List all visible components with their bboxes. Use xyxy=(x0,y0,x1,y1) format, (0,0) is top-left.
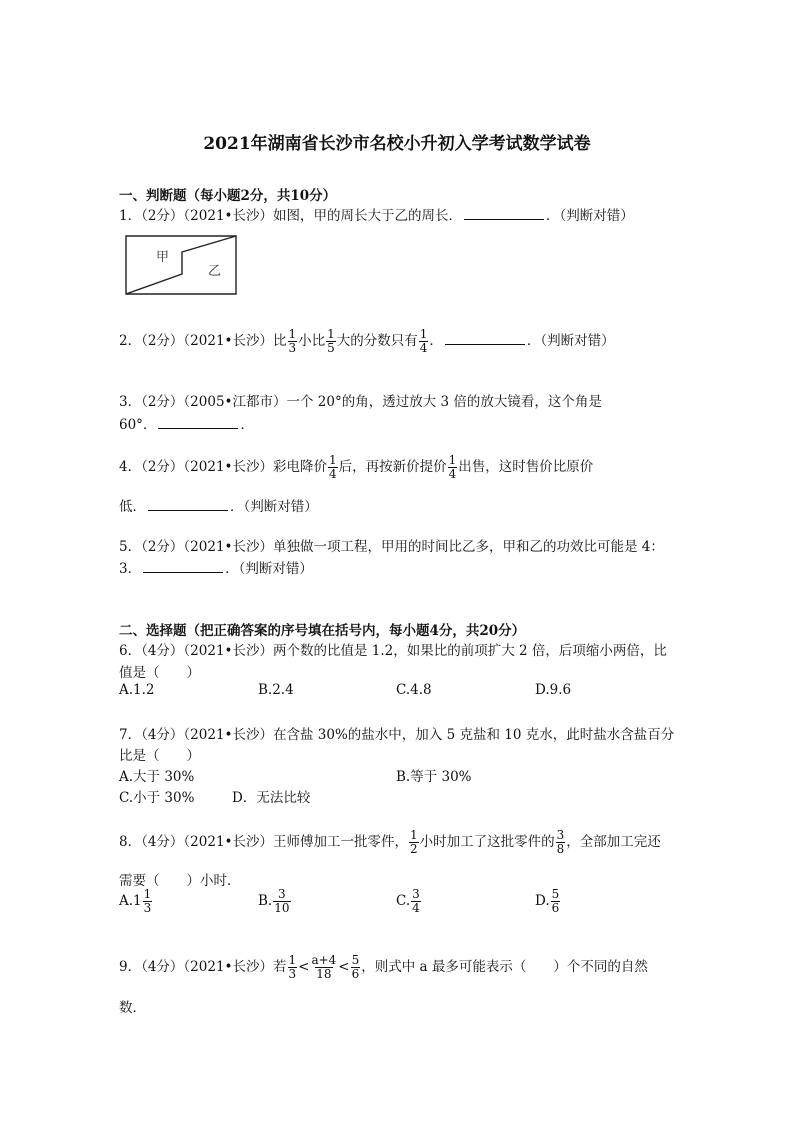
q7-option-a[interactable]: A.大于 30% xyxy=(119,769,195,785)
q8-fraction-2: $\frac{3}{8}$ xyxy=(556,828,565,856)
q8-option-a[interactable] xyxy=(119,888,153,915)
q8-text-1: 8．（4分）（2021•长沙）王师傅加工一批零件， xyxy=(119,834,408,850)
q8-option-b-fraction: $\frac{3}{10}$ xyxy=(274,887,290,915)
q3-tail: ． xyxy=(240,417,254,433)
q9-fraction-1: $\frac{1}{3}$ xyxy=(288,953,297,981)
q2-fraction-3: $\frac{1}{4}$ xyxy=(419,327,428,355)
q8-fraction-1: $\frac{1}{2}$ xyxy=(410,828,418,856)
q7-line-1: 7．（4分）（2021•长沙）在含盐 30%的盐水中，加入 5 克盐和 10 克水，此时盐水含盐百分 xyxy=(119,727,675,743)
q8-line-2: 需要（ ）小时． xyxy=(119,873,241,889)
q5-text-3: 3． xyxy=(119,561,142,577)
q4-answer-blank[interactable] xyxy=(148,498,228,511)
q3-line-2 xyxy=(119,413,254,433)
q2-text-1: 2．（2分）（2021•长沙）比 xyxy=(119,333,287,349)
q6-line-1: 6．（4分）（2021•长沙）两个数的比值是 1.2，如果比的前项扩大 2 倍，后项缩小两倍，比 xyxy=(119,643,667,659)
q9-less-than-2: < xyxy=(338,959,350,975)
q8-option-c-fraction: $\frac{3}{4}$ xyxy=(412,887,420,915)
q5-answer-blank[interactable] xyxy=(143,560,223,573)
q5-line-1: 5．（2分）（2021•长沙）单独做一项工程，甲用的时间比乙多，甲和乙的功效比可能是 4： xyxy=(119,539,664,555)
q8-option-a-whole: 1 xyxy=(133,893,142,909)
q8-option-b[interactable] xyxy=(258,888,292,915)
question-1 xyxy=(119,204,634,224)
q8-text-3: ，全部加工完还 xyxy=(566,834,661,850)
q2-answer-blank[interactable] xyxy=(445,332,525,345)
q1-tail: ．（判断对错） xyxy=(546,208,634,224)
question-8 xyxy=(119,829,661,856)
q8-text-2: 小时加工了这批零件的 xyxy=(419,834,555,850)
q6-line-2: 值是（ ） xyxy=(119,665,200,681)
q7-line-2: 比是（ ） xyxy=(119,748,200,764)
q1-figure-label-yi: 乙 xyxy=(208,264,222,279)
q3-answer-blank[interactable] xyxy=(158,416,238,429)
section2-heading: 二、选择题（把正确答案的序号填在括号内，每小题4分，共20分） xyxy=(119,623,526,639)
q2-tail: ．（判断对错） xyxy=(526,333,615,349)
q1-stem: 1．（2分）（2021•长沙）如图，甲的周长大于乙的周长． xyxy=(119,208,462,224)
q9-less-than-1: < xyxy=(298,959,310,975)
question-2 xyxy=(119,328,615,355)
q8-option-d-fraction: $\frac{5}{6}$ xyxy=(551,887,560,915)
q4-fraction-2: $\frac{1}{4}$ xyxy=(448,453,457,481)
q2-fraction-2: $\frac{1}{5}$ xyxy=(327,327,335,355)
q8-option-a-label: A. xyxy=(119,893,134,909)
q1-figure xyxy=(124,232,239,300)
q7-option-b[interactable]: B.等于 30% xyxy=(396,769,472,785)
q2-text-4: ． xyxy=(429,333,443,349)
section1-heading: 一、判断题（每小题2分，共10分） xyxy=(119,188,337,204)
q8-option-c[interactable] xyxy=(396,888,422,915)
q4-text-low: 低． xyxy=(119,499,146,515)
q4-text-2: 后，再按新价提价 xyxy=(338,459,447,475)
q5-tail: ．（判断对错） xyxy=(225,561,313,577)
q9-text-2: ，则式中 a 最多可能表示（ ）个不同的自然 xyxy=(361,959,648,975)
q6-option-a[interactable]: A.1.2 xyxy=(119,682,155,698)
q8-option-d[interactable] xyxy=(535,888,561,915)
q8-option-c-label: C. xyxy=(396,893,411,909)
q6-option-b[interactable]: B.2.4 xyxy=(258,682,294,698)
q4-line-2 xyxy=(119,495,318,515)
q8-option-b-label: B. xyxy=(258,893,273,909)
q9-text-1: 9．（4分）（2021•长沙）若 xyxy=(119,959,287,975)
q4-tail: ．（判断对错） xyxy=(230,499,318,515)
q5-line-2 xyxy=(119,557,313,577)
q8-option-a-fraction: $\frac{1}{3}$ xyxy=(143,887,152,915)
q3-line-1: 3．（2分）（2005•江都市）一个 20°的角，透过放大 3 倍的放大镜看，这个角是 xyxy=(119,394,602,410)
question-9 xyxy=(119,954,648,981)
q4-fraction-1: $\frac{1}{4}$ xyxy=(329,453,337,481)
q9-line-2: 数． xyxy=(119,1000,146,1016)
q4-text-1: 4．（2分）（2021•长沙）彩电降价 xyxy=(119,459,327,475)
page-title: 2021年湖南省长沙市名校小升初入学考试数学试卷 xyxy=(203,134,591,154)
q1-figure-label-jia: 甲 xyxy=(156,250,170,265)
q2-text-3: 大的分数只有 xyxy=(336,333,418,349)
q9-fraction-3: $\frac{5}{6}$ xyxy=(351,953,360,981)
q7-option-c[interactable]: C.小于 30% xyxy=(119,790,195,806)
q7-option-d[interactable]: D．无法比较 xyxy=(232,790,311,806)
q1-answer-blank[interactable] xyxy=(464,207,544,220)
q2-text-2: 小比 xyxy=(298,333,326,349)
q8-option-d-label: D. xyxy=(535,893,550,909)
q9-fraction-2: $\frac{a+4}{18}$ xyxy=(311,953,337,981)
q3-text-60deg: 60°． xyxy=(119,417,157,433)
question-4 xyxy=(119,454,593,481)
q6-option-d[interactable]: D.9.6 xyxy=(535,682,572,698)
q4-text-3: 出售，这时售价比原价 xyxy=(458,459,594,475)
q6-option-c[interactable]: C.4.8 xyxy=(396,682,432,698)
q2-fraction-1: $\frac{1}{3}$ xyxy=(288,327,297,355)
